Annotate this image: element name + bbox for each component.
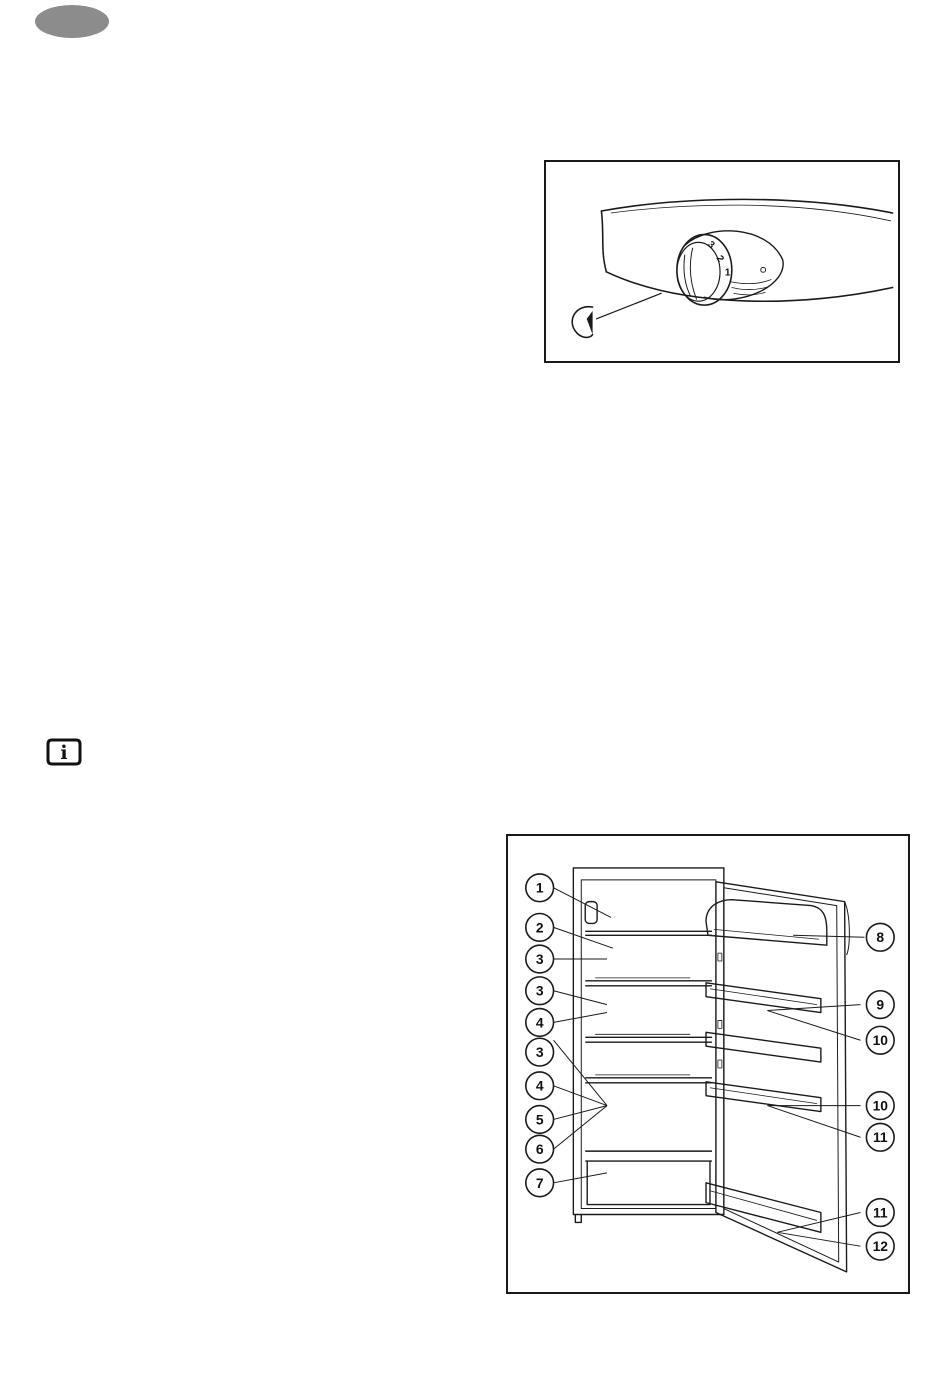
thermostat-figure xyxy=(544,160,900,363)
info-icon-glyph: i xyxy=(60,742,68,764)
dial-mark-1: 1 xyxy=(724,267,731,279)
thermostat-illustration xyxy=(546,162,898,361)
crisper-cover xyxy=(585,1151,712,1161)
info-icon xyxy=(46,738,82,766)
callout-right-6: 11 xyxy=(872,1204,888,1221)
callout-left-1: 1 xyxy=(535,879,544,896)
cabinet-outline xyxy=(573,868,723,1215)
callout-left-8: 5 xyxy=(535,1111,544,1128)
callout-right-1: 8 xyxy=(876,929,885,946)
shelf-4 xyxy=(585,1078,712,1083)
callout-right-3: 10 xyxy=(872,1032,888,1049)
callout-left-5: 4 xyxy=(535,1014,544,1031)
callout-left-3: 3 xyxy=(535,951,544,967)
housing-bottom-edge xyxy=(606,272,892,301)
callout-left-2: 2 xyxy=(535,919,544,936)
dial-mark-2: 2 xyxy=(713,253,726,265)
callout-right-5: 11 xyxy=(872,1129,888,1146)
shelf-1 xyxy=(585,931,712,935)
callout-left-9: 6 xyxy=(535,1141,544,1158)
language-badge xyxy=(35,5,109,38)
shelf-2 xyxy=(585,981,712,986)
callout-left-10: 7 xyxy=(535,1174,544,1191)
callout-left-7: 4 xyxy=(535,1077,544,1094)
crisper-drawer xyxy=(587,1161,710,1205)
callout-left-4: 3 xyxy=(535,982,544,999)
fridge-interior-illustration xyxy=(508,836,908,1292)
dial-mark-3: 3 xyxy=(705,239,717,252)
callout-right-4: 10 xyxy=(872,1097,888,1114)
housing-top-edge xyxy=(601,199,892,213)
callout-left-6: 3 xyxy=(535,1044,544,1061)
callout-right-7: 12 xyxy=(872,1238,888,1255)
housing-broken-edge xyxy=(601,211,606,272)
fridge-interior-figure xyxy=(506,834,910,1294)
callout-right-2: 9 xyxy=(876,996,885,1013)
shelf-3 xyxy=(585,1037,712,1042)
indicator-led xyxy=(761,267,766,272)
